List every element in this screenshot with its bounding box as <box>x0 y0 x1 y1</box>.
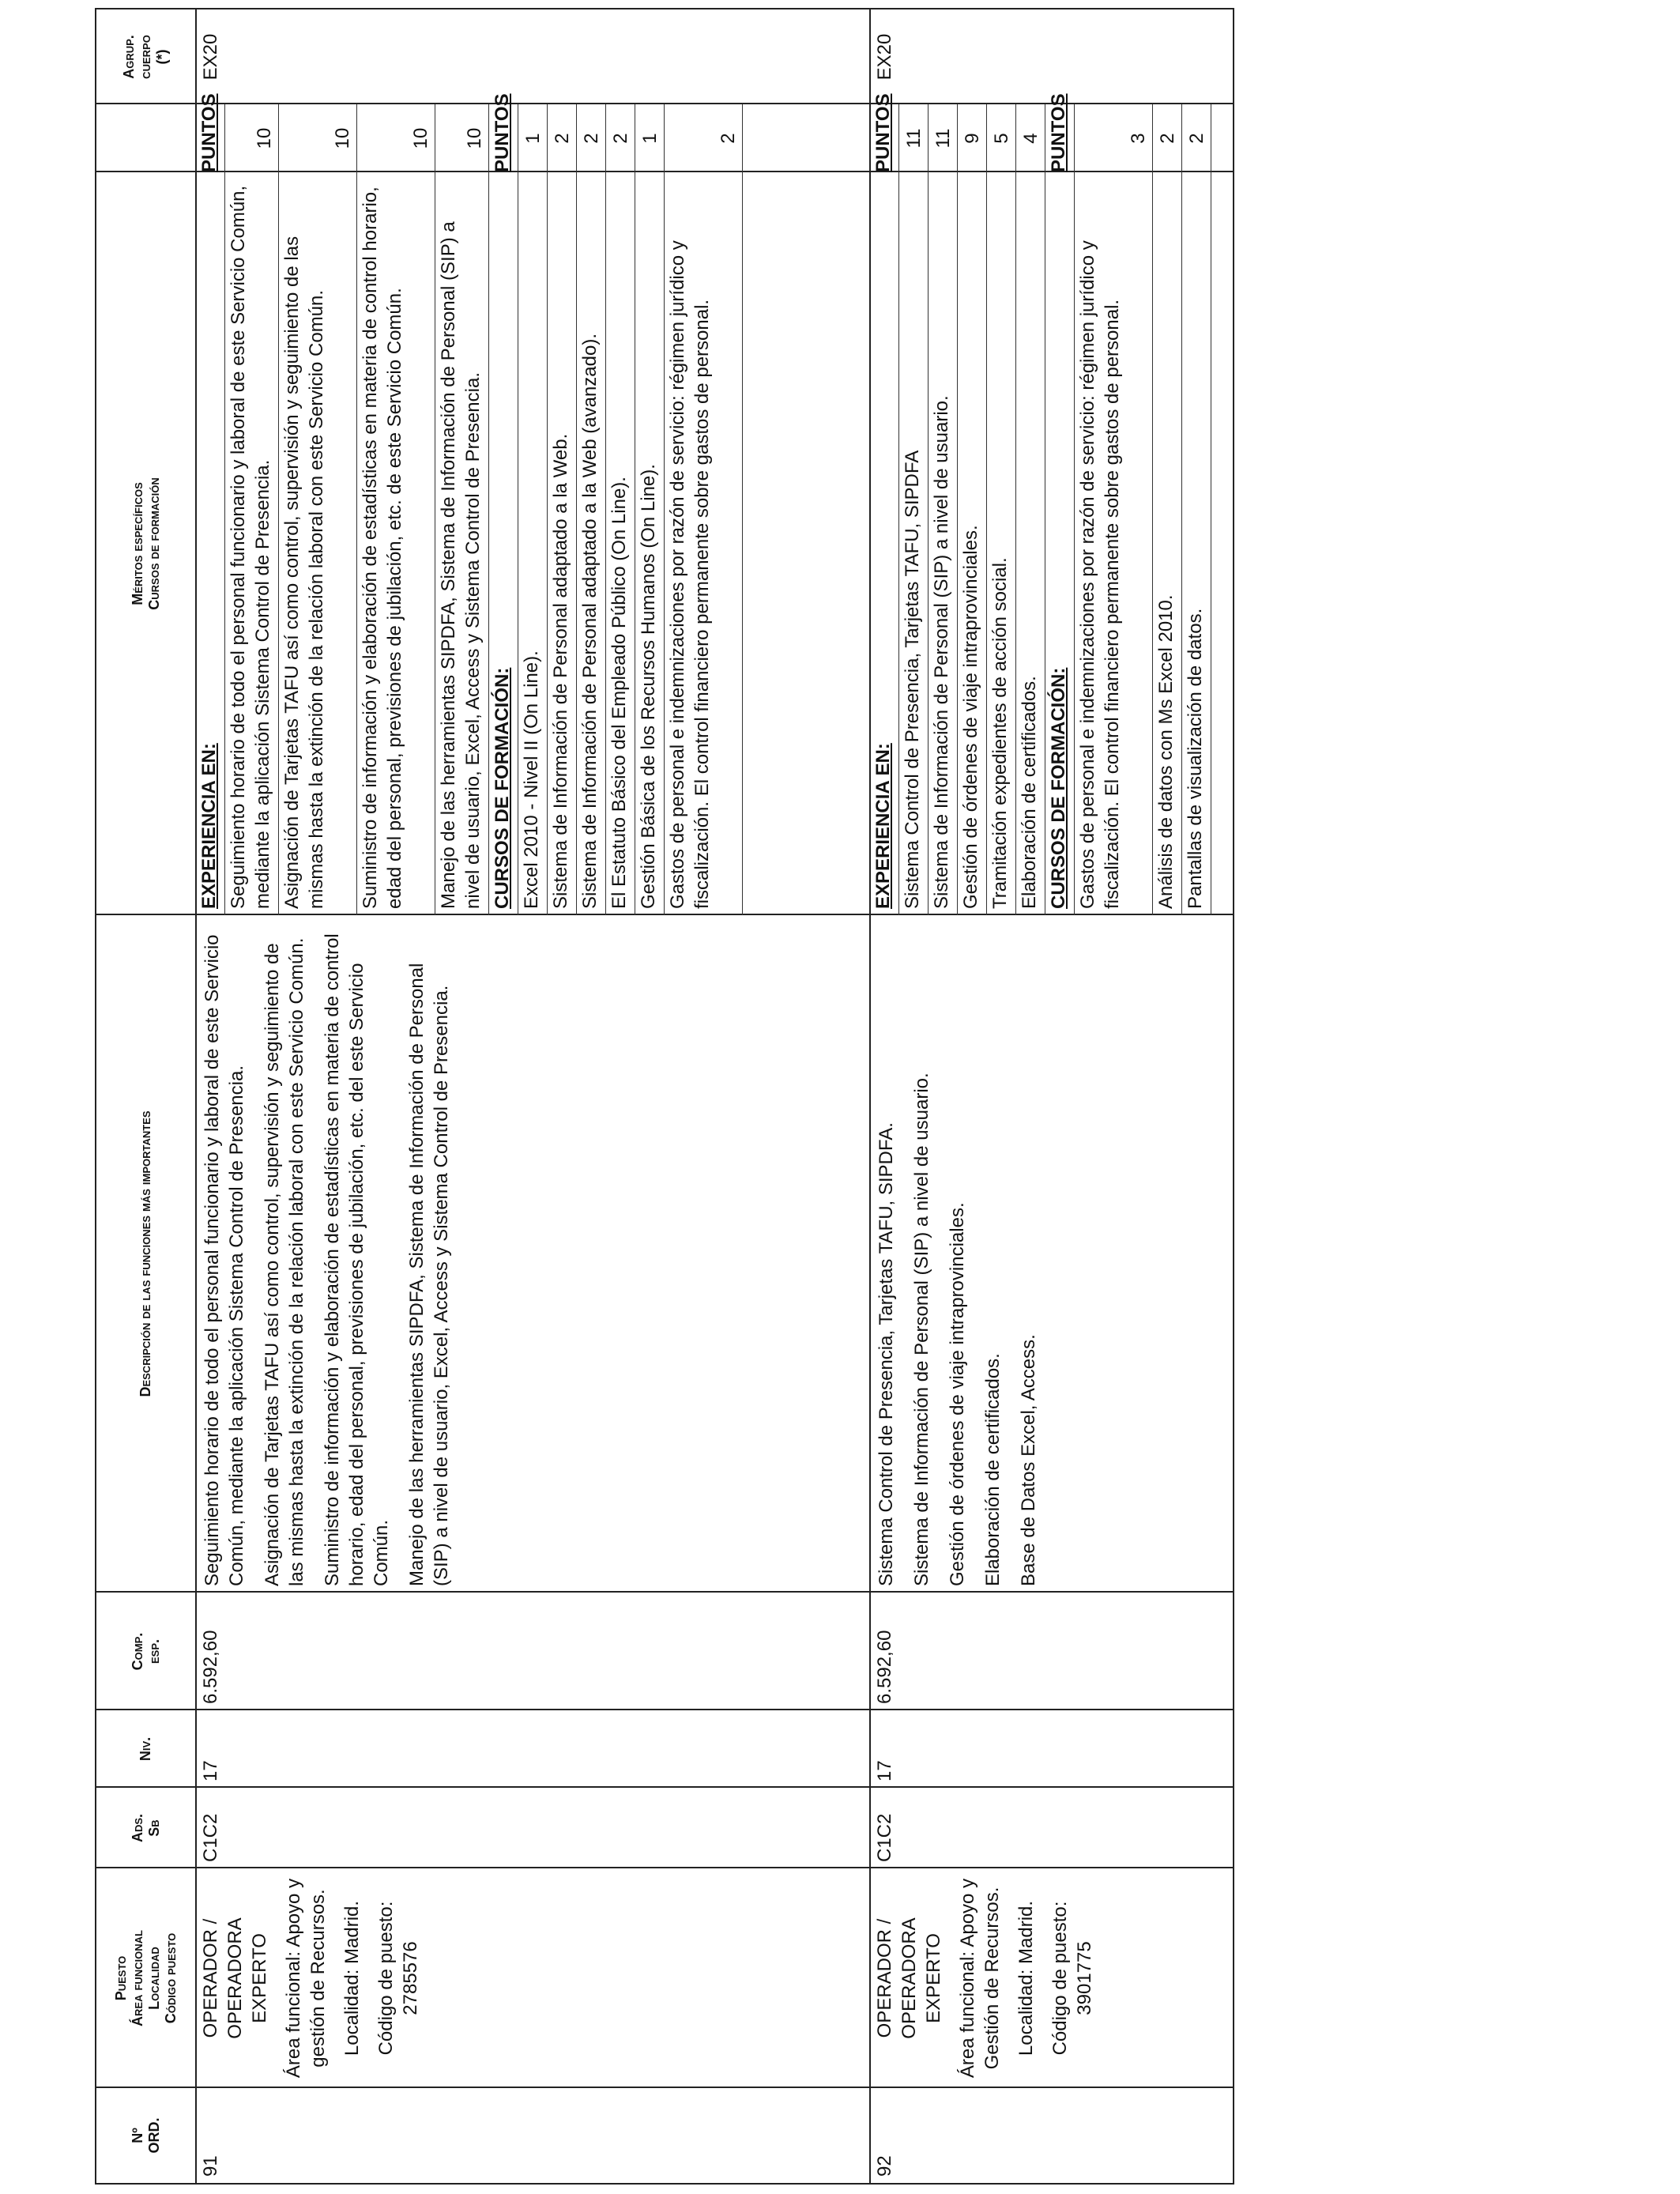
puesto-line: OPERADOR / <box>200 1918 221 2038</box>
merit-points: 11 <box>903 128 925 149</box>
merit-points: 10 <box>464 127 485 149</box>
merit-points: 11 <box>932 128 954 149</box>
merit-points: 2 <box>552 133 573 144</box>
header-puesto <box>96 1868 195 2088</box>
points-heading: PUNTOS <box>872 93 894 172</box>
header-ads-line: Sb <box>145 1819 162 1837</box>
header-puesto-line: Puesto <box>112 1955 129 2001</box>
cell-puesto <box>195 1868 869 2088</box>
header-puesto-line: Área funcional <box>129 1930 145 2026</box>
merit-points: 2 <box>581 133 602 144</box>
header-puesto-line: Código puesto <box>162 1932 179 2024</box>
puesto-line: OPERADORA EXPERTO <box>898 1917 944 2039</box>
merit-item: Sistema Control de Presencia, Tarjetas TAFU, SIPDFA <box>902 450 923 909</box>
description-paragraph: Seguimiento horario de todo el personal funcionario y laboral de este Servicio Común, mediante la aplicación Sistema Control de Presencia. <box>202 934 247 1586</box>
puesto-line: Área funcional: Apoyo y Gestión de Recursos. <box>957 1878 1003 2079</box>
cell-comp: 6.592,60 <box>874 1630 895 1704</box>
cell-agrup: EX20 <box>874 33 895 81</box>
merit-item: Sistema de Información de Personal (SIP) a nivel de usuario. <box>931 395 952 909</box>
merit-item: Gestión de órdenes de viaje intraprovinciales. <box>960 525 981 909</box>
cell-ads: C1C2 <box>200 1813 221 1862</box>
merit-points: 5 <box>991 133 1012 144</box>
cell-descripcion <box>195 915 869 1593</box>
cell-nivel: 17 <box>200 1760 221 1781</box>
merit-points: 10 <box>332 127 353 149</box>
merit-item: Excel 2010 - Nivel II (On Line). <box>521 650 542 909</box>
puesto-line: Localidad: Madrid. <box>341 1900 363 2056</box>
merit-item: Suministro de información y elaboración de estadísticas en materia de control horario, edad del personal, previsiones de jubilación, etc. de este Servicio Común. <box>360 187 405 909</box>
merit-points: 9 <box>962 133 983 144</box>
merit-points: 2 <box>1186 133 1207 144</box>
cell-descripcion <box>869 915 1233 1593</box>
header-descripcion <box>96 915 195 1593</box>
header-comp-line: esp. <box>145 1639 162 1664</box>
merits-section-heading: CURSOS DE FORMACIÓN: <box>492 667 513 909</box>
cell-orden: 92 <box>874 2155 895 2177</box>
merit-item: El Estatuto Básico del Empleado Público (On Line). <box>608 477 630 909</box>
merit-item: Seguimiento horario de todo el personal funcionario y laboral de este Servicio Común, mediante la aplicación Sistema Control de Presencia. <box>228 185 273 909</box>
merit-item: Sistema de Información de Personal adaptado a la Web. <box>550 433 571 909</box>
header-meritos-line: Méritos específicos <box>129 482 145 605</box>
merit-item: Sistema de Información de Personal adaptado a la Web (avanzado). <box>579 334 601 909</box>
puesto-line: Código de puesto: 2785576 <box>375 1901 421 2056</box>
header-nivel-line: Niv. <box>137 1736 153 1762</box>
header-puesto-line: Localidad <box>145 1947 162 2010</box>
merit-item: Análisis de datos con Ms Excel 2010. <box>1155 594 1177 909</box>
description-paragraph: Sistema de Información de Personal (SIP) a nivel de usuario. <box>911 1072 932 1586</box>
description-paragraph: Asignación de Tarjetas TAFU así como control, supervisión y seguimiento de las mismas hasta la extinción de la relación laboral con este Servicio Común. <box>262 937 307 1586</box>
points-heading: PUNTOS <box>492 93 513 172</box>
header-comp-line: Comp. <box>129 1632 145 1671</box>
merits-section-heading: CURSOS DE FORMACIÓN: <box>1048 667 1069 909</box>
merit-points: 3 <box>1128 133 1149 144</box>
cell-puesto <box>869 1868 1233 2088</box>
merit-points: 1 <box>522 133 544 144</box>
merit-points: 1 <box>639 133 661 144</box>
puesto-line: Localidad: Madrid. <box>1015 1900 1037 2056</box>
header-comp <box>96 1593 195 1710</box>
merits-section-heading: EXPERIENCIA EN: <box>198 743 220 909</box>
cell-comp: 6.592,60 <box>200 1630 221 1704</box>
header-descripcion-line: Descripción de las funciones más importantes <box>137 1110 153 1397</box>
header-ads <box>96 1788 195 1868</box>
merit-points: 10 <box>410 127 431 149</box>
job-positions-table <box>95 8 1234 2185</box>
header-meritos <box>96 172 195 915</box>
header-agrup-line: cuerpo <box>137 35 153 79</box>
header-orden-line: Nº <box>129 2128 145 2143</box>
merit-item: Asignación de Tarjetas TAFU así como control, supervisión y seguimiento de las mismas hasta la extinción de la relación laboral con este Servicio Común. <box>281 236 327 909</box>
points-heading: PUNTOS <box>1048 93 1069 172</box>
header-agrup-line: Agrup. <box>121 35 137 79</box>
merit-item: Elaboración de certificados. <box>1019 676 1040 909</box>
merit-points: 2 <box>718 133 739 144</box>
cell-orden: 91 <box>200 2155 221 2177</box>
merit-points: 2 <box>610 133 631 144</box>
header-puntos <box>96 104 195 172</box>
header-ads-line: Ads. <box>129 1813 145 1843</box>
puesto-line: OPERADORA EXPERTO <box>224 1917 270 2039</box>
header-agrup <box>96 9 195 104</box>
cell-nivel: 17 <box>874 1760 895 1781</box>
description-paragraph: Sistema Control de Presencia, Tarjetas TAFU, SIPDFA. <box>876 1122 897 1586</box>
merit-item: Gastos de personal e indemnizaciones por razón de servicio: régimen jurídico y fiscalización. El control financiero permanente sobre gastos de personal. <box>667 240 713 909</box>
merit-item: Gestión Básica de los Recursos Humanos (On Line). <box>638 464 659 909</box>
merits-section-heading: EXPERIENCIA EN: <box>872 743 894 909</box>
merit-points: 4 <box>1020 133 1042 144</box>
merit-item: Gastos de personal e indemnizaciones por razón de servicio: régimen jurídico y fiscalización. El control financiero permanente sobre gastos de personal. <box>1077 240 1123 909</box>
description-paragraph: Suministro de información y elaboración de estadísticas en materia de control horario, edad del personal, previsiones de jubilación, etc. del este Servicio Común. <box>322 933 392 1586</box>
merit-item: Manejo de las herramientas SIPDFA, Sistema de Información de Personal (SIP) a nivel de usuario, Excel, Access y Sistema Control de Presencia. <box>438 221 484 909</box>
merit-points: 2 <box>1157 133 1178 144</box>
merit-divider <box>742 104 743 915</box>
description-paragraph: Gestión de órdenes de viaje intraprovinciales. <box>947 1202 968 1586</box>
header-agrup-line: (*) <box>154 49 170 65</box>
cell-agrup: EX20 <box>200 33 221 81</box>
merit-item: Tramitación expedientes de acción social. <box>989 557 1011 909</box>
puesto-line: Código de puesto: 3901775 <box>1049 1901 1095 2056</box>
header-orden-line: ORD. <box>145 2117 162 2154</box>
description-paragraph: Manejo de las herramientas SIPDFA, Sistema de Información de Personal (SIP) a nivel de usuario, Excel, Access y Sistema Control de Presencia. <box>406 963 452 1586</box>
points-heading: PUNTOS <box>198 93 220 172</box>
header-orden <box>96 2088 195 2183</box>
description-paragraph: Elaboración de certificados. <box>982 1353 1004 1586</box>
description-paragraph: Base de Datos Excel, Access. <box>1018 1334 1039 1586</box>
merit-points: 10 <box>254 127 275 149</box>
header-nivel <box>96 1710 195 1788</box>
puesto-line: OPERADOR / <box>874 1918 895 2038</box>
cell-ads: C1C2 <box>874 1813 895 1862</box>
header-meritos-line: Cursos de formación <box>145 477 162 610</box>
puesto-line: Área funcional: Apoyo y gestión de Recursos. <box>283 1878 329 2079</box>
merit-item: Pantallas de visualización de datos. <box>1185 608 1206 909</box>
